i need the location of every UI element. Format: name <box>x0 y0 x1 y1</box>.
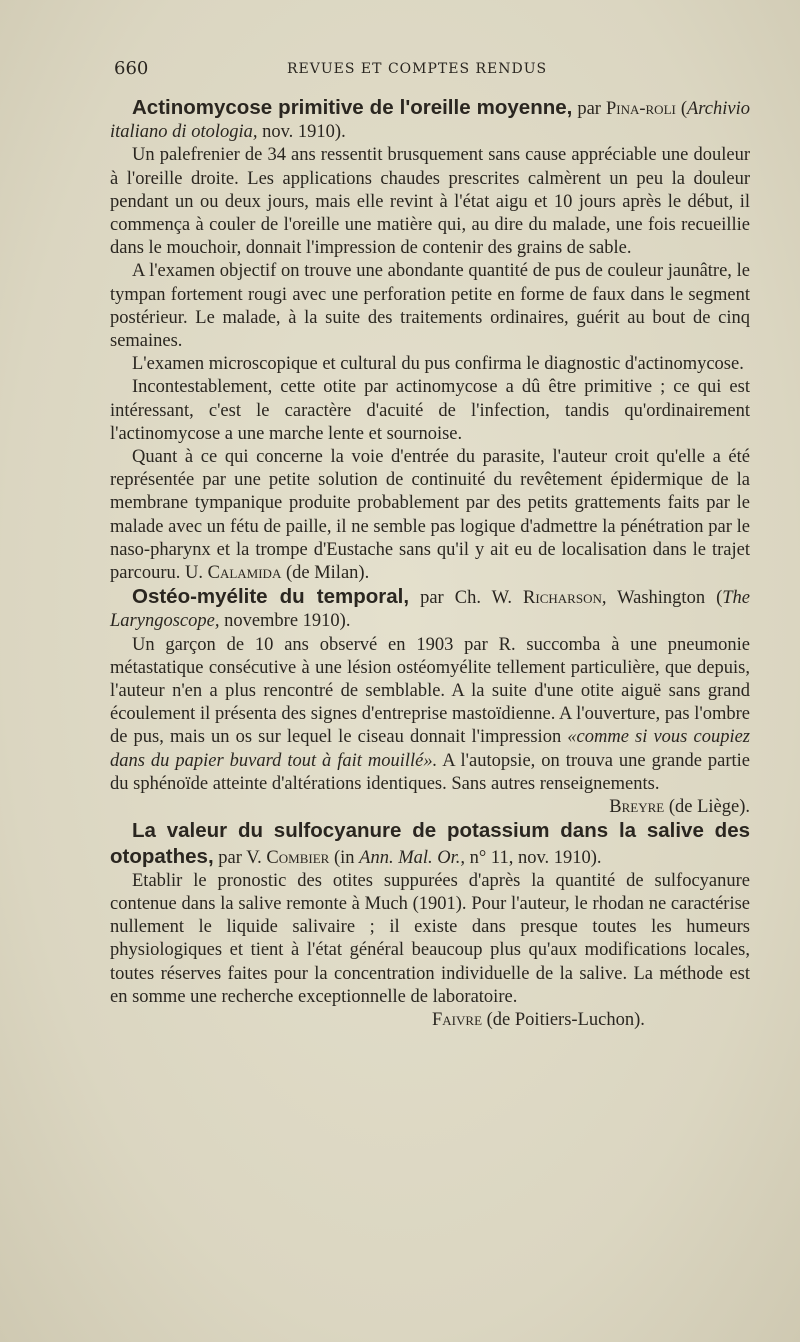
article-2-heading <box>110 585 750 633</box>
article-2-quote: «comme si vous coupiez dans du papier buvard tout à fait mouillé». <box>110 727 750 771</box>
article-2-journal: The Laryngoscope, <box>110 588 751 632</box>
article-1-paragraph-5 <box>110 446 750 585</box>
article-2-paragraph <box>110 634 750 796</box>
article-1-source-open: ( <box>675 99 687 119</box>
article-1-author: Pina-roli <box>605 99 676 119</box>
article-1-signature-name: U. Calamida <box>185 563 282 584</box>
article-2-title: Ostéo-myélite du temporal, <box>132 585 410 609</box>
article-3-journal: Ann. Mal. Or., <box>359 847 466 868</box>
page-body <box>110 96 750 1032</box>
article-1-title: Actinomycose primitive de l'oreille moyenne, <box>132 96 573 119</box>
article-3-source-open: (in <box>329 847 360 868</box>
article-1-paragraph-1: Un palefrenier de 34 ans ressentit brusquement sans cause appréciable une douleur à l'oreille droite. Les applications chaudes prescrites calmèrent un peu la douleur pendant un ou deux jours, mais elle revint à l'état aigu et 10 jours après le début, il commença à couler de l'oreille une matière qui, au dire du malade, une fois recueillie dans le mouchoir, donnait l'impression de contenir des grains de sable. <box>110 145 750 259</box>
article-2-signature-name: Breyre <box>609 797 665 818</box>
article-1-heading <box>110 96 750 144</box>
page-number: 660 <box>114 58 149 79</box>
article-1-paragraph-3: L'examen microscopique et cultural du pus confirma le diagnostic d'actinomycose. <box>132 354 744 375</box>
article-3-heading <box>110 819 750 869</box>
article-2-text-before-quote: Un garçon de 10 ans observé en 1903 par R. succomba à une pneumonie métastatique consécutive à une lésion ostéomyélite tellement particulière, que depuis, l'auteur n'en a plus rencontré de semblable. A la suite d'une otite aiguë sans grand écoulement il présenta des signes d'entreprise mastoïdienne. A l'ouverture, pas l'ombre de pus, mais un os sur lequel le ciseau donnait l'impression <box>110 634 750 748</box>
article-2-source-close: novembre 1910). <box>219 611 351 632</box>
article-1-signature-place: (de Milan). <box>281 563 370 584</box>
article-3-title: La valeur du sulfocyanure de potassium dans la salive des otopathes, <box>110 819 750 868</box>
article-1-paragraph-5-text: Quant à ce qui concerne la voie d'entrée du parasite, l'auteur croit qu'elle a été représentée par une petite solution de continuité du revêtement épidermique de la membrane tympanique produite probablement par des petits grattements faits par le malade avec un fétu de paille, il ne semble pas logique d'admettre la pénétration par le naso-pharynx et la trompe d'Eustache sans qu'il y ait eu de localisation dans le trajet parcouru. <box>110 447 750 584</box>
article-3-signature <box>110 1009 750 1032</box>
article-2-after-author: , Washington ( <box>601 588 723 609</box>
article-1-paragraph-2: A l'examen objectif on trouve une abondante quantité de pus de couleur jaunâtre, le tympan fortement rougi avec une perforation petite en forme de faux dans le segment postérieur. Le malade, à la suite des traitements ordinaires, guérit au bout de cinq semaines. <box>110 261 750 352</box>
article-2-author: Richarson <box>523 588 602 609</box>
article-1-by: par <box>572 99 606 119</box>
article-2-by: par Ch. W. <box>409 588 524 609</box>
article-3-author: Combier <box>266 847 330 868</box>
article-3-paragraph: Etablir le pronostic des otites suppurées d'après la quantité de sulfocyanure contenue dans la salive remonte à Much (1901). Pour l'auteur, le rhodan ne caractérise nullement le liquide salivaire ; il existe dans presque toutes les humeurs physiologiques et tient à l'état général beaucoup plus qu'aux modifications locales, toutes réserves faites pour la concentration individuelle de la salive. La méthode est en somme une recherche exceptionnelle de laboratoire. <box>110 870 750 1007</box>
article-3-signature-name: Faivre <box>432 1009 483 1030</box>
article-2-signature-place: (de Liège). <box>664 797 750 818</box>
article-3-source-close: n° 11, nov. 1910). <box>465 847 602 868</box>
article-1-paragraph-4: Incontestablement, cette otite par actinomycose a dû être primitive ; ce qui est intéressant, c'est le caractère d'acuité de l'infection, tandis qu'ordinairement l'actinomycose a une marche lente et sournoise. <box>110 377 750 444</box>
article-2-signature <box>110 796 750 819</box>
running-title: REVUES ET COMPTES RENDUS <box>287 61 548 77</box>
article-3-signature-place: (de Poitiers-Luchon). <box>482 1009 645 1030</box>
article-1-journal: Archivio italiano di otologia, <box>110 99 750 143</box>
article-1-source-close: nov. 1910). <box>257 122 346 143</box>
article-2-text-after-quote: A l'autopsie, on trouva une grande partie du sphénoïde atteinte d'altérations identiques. Sans autres renseignements. <box>110 750 751 794</box>
article-3-by: par V. <box>213 847 267 868</box>
